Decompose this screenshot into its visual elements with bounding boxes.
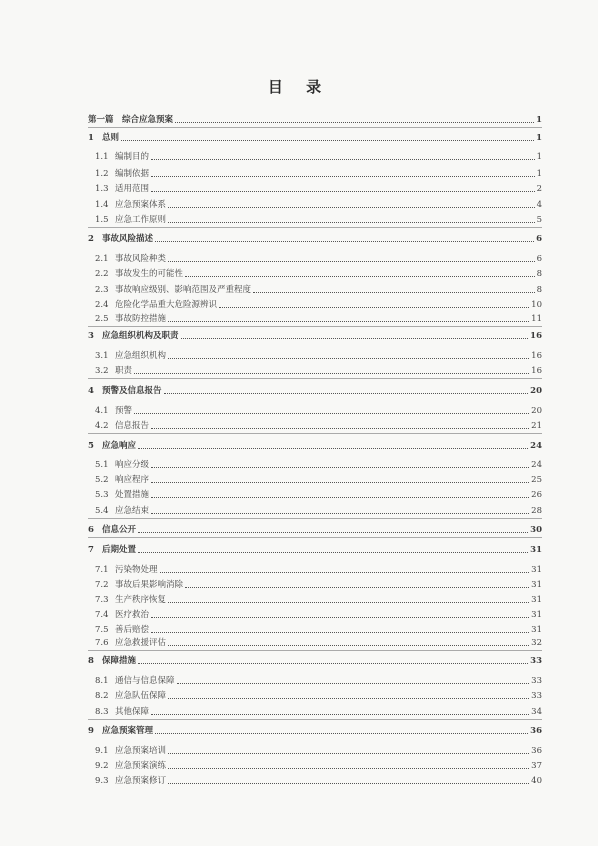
toc-page-number: 21 (531, 421, 542, 431)
toc-leader-dots (151, 190, 535, 192)
toc-number: 6 (88, 525, 94, 535)
toc-title: 后期处置 (102, 545, 137, 555)
toc-subentry[interactable] (95, 503, 542, 516)
toc-entry[interactable] (88, 112, 542, 125)
toc-leader-dots (134, 412, 529, 414)
toc-title: 危险化学品重大危险源辨识 (115, 300, 218, 310)
toc-title: 事故风险种类 (115, 254, 167, 264)
toc-title: 响应分级 (115, 460, 150, 470)
toc-title: 响应程序 (115, 475, 150, 485)
toc-number: 8.2 (95, 691, 109, 701)
toc-subentry[interactable] (95, 635, 542, 648)
toc-entry[interactable] (88, 231, 542, 244)
toc-page-number: 31 (530, 545, 542, 555)
toc-leader-dots (151, 158, 535, 160)
toc-leader-dots (151, 175, 535, 177)
toc-page-number: 28 (531, 506, 542, 516)
toc-page-number: 10 (531, 300, 542, 310)
toc-subentry[interactable] (95, 704, 542, 717)
toc-leader-dots (138, 662, 528, 664)
toc-leader-dots (155, 240, 534, 242)
toc-title: 应急组织机构及职责 (102, 331, 179, 341)
toc-subentry[interactable] (95, 197, 542, 210)
toc-number: 4.2 (95, 421, 109, 431)
toc-title: 总则 (102, 133, 120, 143)
section-divider (88, 326, 542, 327)
toc-leader-dots (177, 682, 530, 684)
toc-page-number: 24 (531, 460, 542, 470)
toc-leader-dots (168, 644, 529, 646)
toc-number: 9.3 (95, 776, 109, 786)
toc-page-number: 31 (531, 610, 542, 620)
toc-page-number: 8 (536, 269, 542, 279)
toc-page-number: 20 (531, 406, 542, 416)
toc-subentry[interactable] (95, 607, 542, 620)
toc-number: 7.2 (95, 580, 109, 590)
toc-subentry[interactable] (95, 363, 542, 376)
toc-page-number: 25 (531, 475, 542, 485)
section-divider (88, 719, 542, 720)
toc-subentry[interactable] (95, 758, 542, 771)
toc-title: 预警及信息报告 (102, 386, 162, 396)
toc-number: 7.6 (95, 638, 109, 648)
toc-number: 3.1 (95, 351, 109, 361)
toc-title: 应急预案培训 (115, 746, 167, 756)
toc-title: 事故风险描述 (102, 234, 154, 244)
toc-number: 1 (88, 133, 94, 143)
toc-page-number: 24 (530, 441, 542, 451)
toc-title: 编制目的 (115, 152, 150, 162)
toc-number: 8.3 (95, 707, 109, 717)
toc-subentry[interactable] (95, 266, 542, 279)
toc-number: 8.1 (95, 676, 109, 686)
toc-entry[interactable] (88, 542, 542, 555)
toc-number: 1.2 (95, 169, 109, 179)
toc-title: 信息报告 (115, 421, 150, 431)
toc-subentry[interactable] (95, 251, 542, 264)
toc-page-number: 36 (530, 726, 542, 736)
toc-subentry[interactable] (95, 181, 542, 194)
toc-number: 3.2 (95, 366, 109, 376)
toc-title: 应急预案体系 (115, 200, 167, 210)
toc-subentry[interactable] (95, 472, 542, 485)
toc-leader-dots (168, 782, 529, 784)
toc-entry[interactable] (88, 723, 542, 736)
toc-leader-dots (168, 601, 529, 603)
toc-number: 7.4 (95, 610, 109, 620)
toc-page-number: 31 (531, 625, 542, 635)
toc-title: 通信与信息保障 (115, 676, 175, 686)
toc-page-number: 26 (531, 490, 542, 500)
toc-leader-dots (164, 392, 529, 394)
toc-subentry[interactable] (95, 487, 542, 500)
toc-leader-dots (168, 221, 535, 223)
toc-number: 5.2 (95, 475, 109, 485)
toc-leader-dots (151, 713, 529, 715)
toc-leader-dots (168, 752, 529, 754)
toc-subentry[interactable] (95, 166, 542, 179)
toc-title: 医疗救治 (115, 610, 150, 620)
toc-title: 应急工作原则 (115, 215, 167, 225)
section-divider (88, 127, 542, 128)
toc-title: 处置措施 (115, 490, 150, 500)
toc-page-number: 11 (531, 314, 542, 324)
toc-page-number: 16 (531, 351, 542, 361)
section-divider (88, 650, 542, 651)
toc-title: 污染物处理 (115, 565, 158, 575)
toc-page-number: 33 (531, 676, 542, 686)
toc-number: 9 (88, 726, 94, 736)
toc-entry[interactable] (88, 653, 542, 666)
toc-number: 3 (88, 331, 94, 341)
toc-number: 9.2 (95, 761, 109, 771)
toc-title: 应急响应 (102, 441, 137, 451)
toc-page-number: 36 (531, 746, 542, 756)
toc-number: 4.1 (95, 406, 109, 416)
toc-page-number: 8 (536, 285, 542, 295)
toc-subentry[interactable] (95, 773, 542, 786)
toc-number: 7.5 (95, 625, 109, 635)
toc-number: 7.3 (95, 595, 109, 605)
toc-leader-dots (175, 121, 534, 123)
toc-number: 2.2 (95, 269, 109, 279)
toc-leader-dots (151, 512, 529, 514)
toc-title: 编制依据 (115, 169, 150, 179)
toc-entry[interactable] (88, 328, 542, 341)
toc-leader-dots (168, 767, 529, 769)
toc-leader-dots (160, 571, 530, 573)
toc-subentry[interactable] (95, 592, 542, 605)
toc-page-number: 16 (530, 331, 542, 341)
toc-number: 1.5 (95, 215, 109, 225)
toc-leader-dots (151, 481, 529, 483)
toc-leader-dots (168, 357, 529, 359)
toc-number: 5 (88, 441, 94, 451)
page-title: 目 录 (267, 78, 331, 96)
toc-page-number: 32 (531, 638, 542, 648)
toc-page-number: 37 (531, 761, 542, 771)
toc-leader-dots (138, 447, 528, 449)
toc-leader-dots (121, 139, 534, 141)
toc-page-number: 31 (531, 580, 542, 590)
toc-leader-dots (168, 697, 529, 699)
toc-title: 应急组织机构 (115, 351, 167, 361)
toc-page-number: 16 (531, 366, 542, 376)
toc-subentry[interactable] (95, 743, 542, 756)
toc-title: 应急救援评估 (115, 638, 167, 648)
toc-entry[interactable] (88, 383, 542, 396)
toc-entry[interactable] (88, 438, 542, 451)
toc-leader-dots (185, 275, 535, 277)
toc-leader-dots (151, 466, 529, 468)
toc-subentry[interactable] (95, 457, 542, 470)
toc-number: 9.1 (95, 746, 109, 756)
toc-subentry[interactable] (95, 622, 542, 635)
section-divider (88, 378, 542, 379)
toc-subentry[interactable] (95, 673, 542, 686)
toc-title: 信息公开 (102, 525, 137, 535)
toc-page-number: 6 (536, 234, 542, 244)
toc-number: 2.1 (95, 254, 109, 264)
toc-title: 其他保障 (115, 707, 150, 717)
toc-number: 5.1 (95, 460, 109, 470)
section-divider (88, 518, 542, 519)
toc-number: 1.3 (95, 184, 109, 194)
toc-title: 事故响应级别、影响范围及严重程度 (115, 285, 252, 295)
toc-title: 第一篇 综合应急预案 (88, 115, 174, 125)
toc-subentry[interactable] (95, 297, 542, 310)
toc-leader-dots (168, 206, 535, 208)
toc-page-number: 20 (530, 386, 542, 396)
toc-number: 2 (88, 234, 94, 244)
toc-leader-dots (151, 496, 529, 498)
toc-subentry[interactable] (95, 562, 542, 575)
toc-subentry[interactable] (95, 403, 542, 416)
toc-number: 1.4 (95, 200, 109, 210)
toc-leader-dots (151, 427, 529, 429)
toc-number: 7 (88, 545, 94, 555)
toc-title: 应急预案修订 (115, 776, 167, 786)
toc-page-number: 1 (536, 115, 542, 125)
toc-leader-dots (151, 616, 529, 618)
toc-title: 应急队伍保障 (115, 691, 167, 701)
toc-number: 8 (88, 656, 94, 666)
toc-entry[interactable] (88, 522, 542, 535)
toc-title: 职责 (115, 366, 133, 376)
toc-subentry[interactable] (95, 348, 542, 361)
section-divider (88, 433, 542, 434)
toc-title: 应急结束 (115, 506, 150, 516)
toc-leader-dots (185, 586, 529, 588)
toc-page-number: 30 (530, 525, 542, 535)
toc-page-number: 2 (536, 184, 542, 194)
toc-leader-dots (151, 631, 529, 633)
toc-page-number: 6 (536, 254, 542, 264)
toc-leader-dots (168, 260, 535, 262)
toc-title: 善后赔偿 (115, 625, 150, 635)
toc-subentry[interactable] (95, 311, 542, 324)
toc-number: 5.3 (95, 490, 109, 500)
toc-title: 预警 (115, 406, 133, 416)
toc-page-number: 33 (531, 691, 542, 701)
toc-title: 应急预案管理 (102, 726, 154, 736)
toc-title: 保障措施 (102, 656, 137, 666)
toc-leader-dots (181, 337, 529, 339)
section-divider (88, 227, 542, 228)
toc-subentry[interactable] (95, 282, 542, 295)
toc-page-number: 4 (536, 200, 542, 210)
toc-title: 适用范围 (115, 184, 150, 194)
toc-page-number: 34 (531, 707, 542, 717)
toc-leader-dots (253, 291, 535, 293)
toc-subentry[interactable] (95, 688, 542, 701)
toc-subentry[interactable] (95, 149, 542, 162)
section-divider (88, 537, 542, 538)
toc-leader-dots (134, 372, 529, 374)
toc-page-number: 33 (530, 656, 542, 666)
toc-page-number: 1 (536, 169, 542, 179)
toc-page-number: 31 (531, 595, 542, 605)
toc-page-number: 31 (531, 565, 542, 575)
toc-title: 生产秩序恢复 (115, 595, 167, 605)
toc-page-number: 1 (536, 152, 542, 162)
toc-page-number: 1 (536, 133, 542, 143)
toc-title: 事故发生的可能性 (115, 269, 184, 279)
toc-number: 4 (88, 386, 94, 396)
toc-subentry[interactable] (95, 418, 542, 431)
toc-subentry[interactable] (95, 212, 542, 225)
toc-leader-dots (155, 732, 528, 734)
toc-entry[interactable] (88, 130, 542, 143)
toc-number: 1.1 (95, 152, 109, 162)
toc-leader-dots (138, 531, 528, 533)
toc-page-number: 5 (536, 215, 542, 225)
toc-number: 2.5 (95, 314, 109, 324)
toc-leader-dots (138, 551, 528, 553)
toc-title: 应急预案演练 (115, 761, 167, 771)
toc-number: 7.1 (95, 565, 109, 575)
toc-title: 事故后果影响消除 (115, 580, 184, 590)
toc-number: 5.4 (95, 506, 109, 516)
toc-number: 2.4 (95, 300, 109, 310)
toc-leader-dots (219, 306, 529, 308)
toc-page-number: 40 (531, 776, 542, 786)
toc-subentry[interactable] (95, 577, 542, 590)
toc-number: 2.3 (95, 285, 109, 295)
toc-leader-dots (168, 320, 529, 322)
toc-title: 事故防控措施 (115, 314, 167, 324)
